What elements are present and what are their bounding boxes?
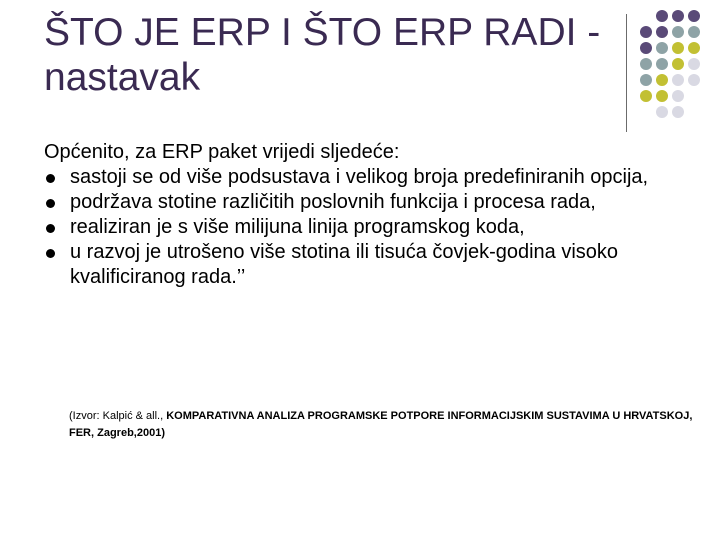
decorative-dot <box>656 106 668 118</box>
list-item <box>44 165 694 190</box>
decorative-dot-grid <box>636 8 720 120</box>
title-line-1: ŠTO JE ERP I ŠTO ERP RADI - <box>44 11 601 54</box>
vertical-divider <box>626 14 627 132</box>
decorative-dot <box>640 90 652 102</box>
decorative-dot <box>640 74 652 86</box>
list-item <box>44 240 694 290</box>
list-item-text: u razvoj je utrošeno više stotina ili tisuća čovjek-godina visoko kvalificiranog rada.’’ <box>70 241 619 288</box>
decorative-dot <box>656 26 668 38</box>
citation-main: KOMPARATIVNA ANALIZA PROGRAMSKE POTPORE INFORMACIJSKIM SUSTAVIMA U HRVATSKOJ, FER, Zagreb,2001) <box>69 410 693 439</box>
list-item-text: podržava stotine različitih poslovnih funkcija i procesa rada, <box>70 191 596 213</box>
source-citation <box>69 408 699 442</box>
decorative-dot <box>640 26 652 38</box>
decorative-dot <box>672 74 684 86</box>
decorative-dot <box>656 74 668 86</box>
decorative-dot <box>688 10 700 22</box>
decorative-dot <box>640 42 652 54</box>
decorative-dot <box>672 26 684 38</box>
decorative-dot <box>656 58 668 70</box>
slide-body <box>44 140 694 290</box>
intro-text: Općenito, za ERP paket vrijedi sljedeće: <box>44 141 400 163</box>
decorative-dot <box>672 42 684 54</box>
list-item <box>44 215 694 240</box>
bullet-list <box>44 165 694 290</box>
decorative-dot <box>672 106 684 118</box>
bullet-icon <box>46 199 55 208</box>
list-item <box>44 190 694 215</box>
decorative-dot <box>656 42 668 54</box>
decorative-dot <box>688 42 700 54</box>
bullet-icon <box>46 224 55 233</box>
decorative-dot <box>688 74 700 86</box>
decorative-dot <box>640 58 652 70</box>
decorative-dot <box>688 58 700 70</box>
decorative-dot <box>656 10 668 22</box>
page-title <box>44 10 614 100</box>
decorative-dot <box>672 58 684 70</box>
decorative-dot <box>672 90 684 102</box>
bullet-icon <box>46 249 55 258</box>
list-item-text: realiziran je s više milijuna linija programskog koda, <box>70 216 525 238</box>
decorative-dot <box>688 26 700 38</box>
decorative-dot <box>672 10 684 22</box>
title-line-2: nastavak <box>44 56 201 99</box>
citation-prefix: (Izvor: Kalpić & all., <box>69 410 167 422</box>
bullet-icon <box>46 174 55 183</box>
decorative-dot <box>656 90 668 102</box>
list-item-text: sastoji se od više podsustava i velikog broja predefiniranih opcija, <box>70 166 649 188</box>
